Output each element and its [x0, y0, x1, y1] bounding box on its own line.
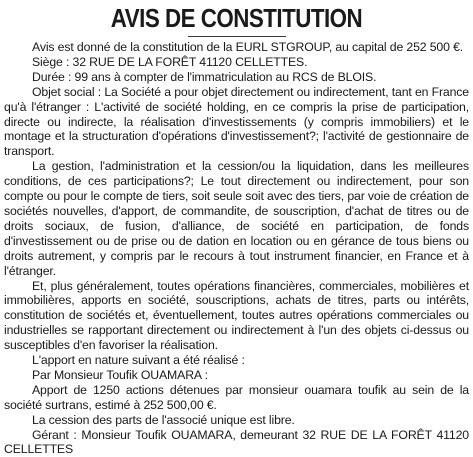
paragraph-duration: Durée : 99 ans à compter de l'immatriculation au RCS de BLOIS. [32, 69, 377, 84]
paragraph-capital: Avis est donné de la constitution de la EURL STGROUP, au capital de 252 500 €. [32, 40, 464, 54]
paragraph-share-transfer: La cession des parts de l'associé unique est libre. [32, 412, 295, 427]
title-divider [188, 36, 286, 37]
paragraph-contribution-intro: L'apport en nature suivant a été réalisé : [32, 353, 245, 368]
paragraph-registered-office: Siège : 32 RUE DE LA FORÊT 41120 CELLETTES. [32, 54, 308, 69]
paragraph-contribution-detail: Apport de 1250 actions détenues par monsieur ouamara toufik au sein de la société surtrans, estimé à 252 500,00 €. [4, 382, 469, 412]
paragraph-manager: Gérant : Monsieur Toufik OUAMARA, demeurant 32 RUE DE LA FORÊT 41120 CELLETTES [4, 427, 469, 457]
notice-body [4, 40, 469, 457]
paragraph-general-operations: Et, plus généralement, toutes opérations financières, commerciales, mobilières et immobilières, apports en société, souscriptions, achats de titres, parts ou intérêts, constitution de sociétés et, éventuellement, toutes autres opérations commerciales ou industrielles se rapportant directement ou indirectement à l'un des objets ci-dessus ou susceptibles d'en favoriser la réalisation. [4, 278, 469, 353]
paragraph-management: La gestion, l'administration et la cession/ou la liquidation, dans les meilleures conditions, de ces participations?; Le tout directement ou indirectement, pour son compte ou pour le compte de tiers, soit seule soit avec des tiers, par voie de création de sociétés nouvelles, d'apport, de commandite, de souscription, d'achat de titres ou de droits sociaux, de fusion, d'alliance, de société en participation, de fonds d'investissement ou de prise ou de dation en location ou en gérance de tous biens ou droits autrement, y compris par le recours à tout instrument financier, en France et à l'étranger. [4, 159, 469, 278]
paragraph-corporate-purpose: Objet social : La Société a pour objet directement ou indirectement, tant en France qu'à l'étranger : L'activité de société holding, en ce compris la prise de participation, directe ou indirecte, la réalisation d'investissements (y compris immobiliers) et le montage et la structuration d'opérations d'investissement?; l'activité de gestionnaire de transport. [4, 84, 469, 159]
paragraph-contributor: Par Monsieur Toufik OUAMARA : [32, 367, 208, 382]
notice-title: AVIS DE CONSTITUTION [110, 3, 363, 33]
